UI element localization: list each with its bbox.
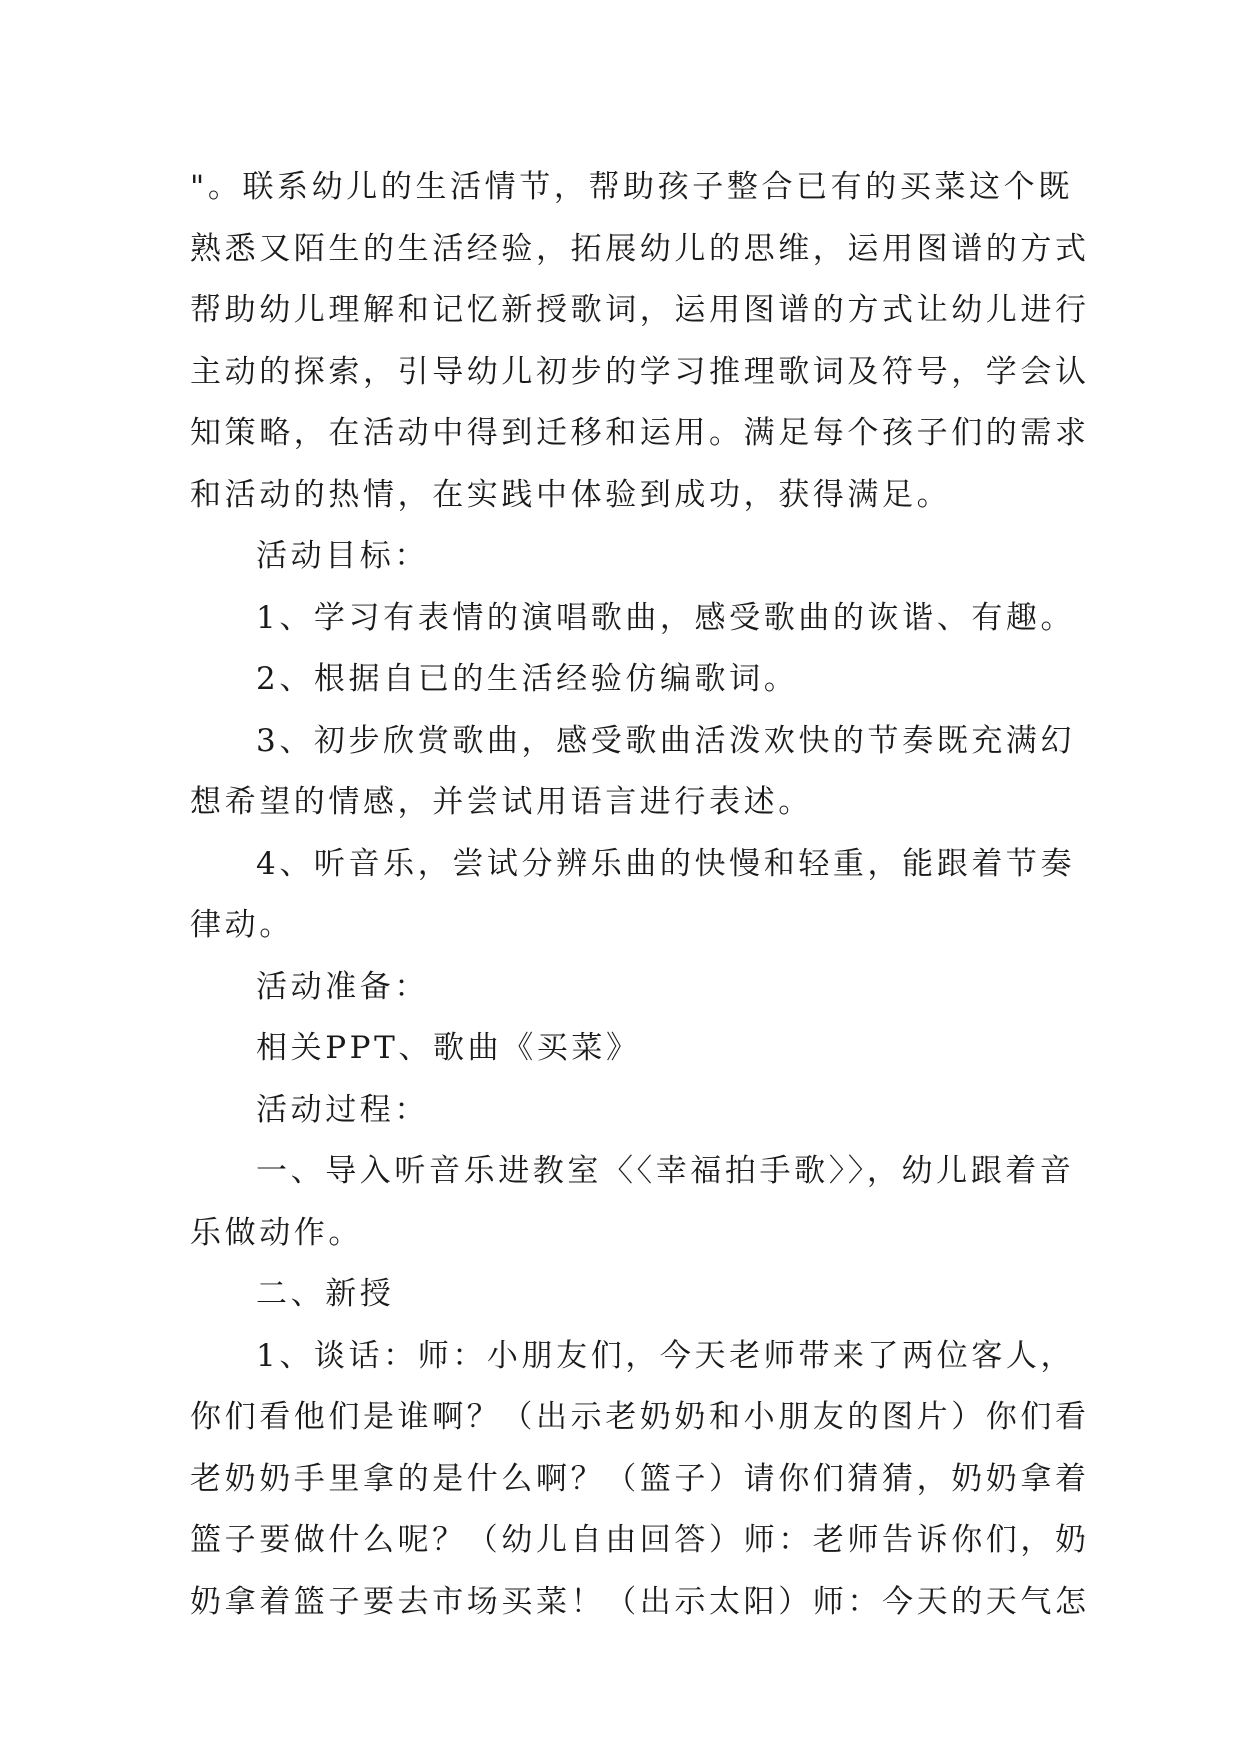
text-line: 乐做动作。 bbox=[190, 1214, 363, 1251]
goal-item-4: 4、听音乐，尝试分辨乐曲的快慢和轻重，能跟着节奏 bbox=[256, 845, 1076, 882]
goal-item-3: 3、初步欣赏歌曲，感受歌曲活泼欢快的节奏既充满幻 bbox=[256, 722, 1076, 759]
text-line: 知策略，在活动中得到迁移和运用。满足每个孩子们的需求 bbox=[190, 415, 1090, 451]
process-step-2: 二、新授 bbox=[256, 1276, 395, 1312]
text-line: 律动。 bbox=[190, 907, 294, 943]
text-line: 篮子要做什么呢？（幼儿自由回答）师：老师告诉你们，奶 bbox=[190, 1522, 1090, 1558]
text-line: 老奶奶手里拿的是什么啊？（篮子）请你们猜猜，奶奶拿着 bbox=[190, 1460, 1090, 1497]
text-line: 奶拿着篮子要去市场买菜！（出示太阳）师：今天的天气怎 bbox=[190, 1583, 1090, 1620]
section-heading-preparation: 活动准备： bbox=[256, 968, 429, 1005]
process-substep-1: 1、谈话：师：小朋友们，今天老师带来了两位客人， bbox=[256, 1337, 1076, 1374]
text-line: 帮助幼儿理解和记忆新授歌词，运用图谱的方式让幼儿进行 bbox=[190, 292, 1090, 328]
process-step-1: 一、导入听音乐进教室〈〈幸福拍手歌〉〉，幼儿跟着音 bbox=[256, 1153, 1075, 1189]
text-line: 和活动的热情，在实践中体验到成功，获得满足。 bbox=[190, 476, 952, 513]
section-heading-goals: 活动目标： bbox=[256, 538, 429, 574]
section-heading-process: 活动过程： bbox=[256, 1091, 429, 1128]
text-line: 想希望的情感，并尝试用语言进行表述。 bbox=[190, 784, 813, 820]
text-line: 熟悉又陌生的生活经验，拓展幼儿的思维，运用图谱的方式 bbox=[190, 230, 1090, 267]
preparation-item: 相关PPT、歌曲《买菜》 bbox=[256, 1030, 641, 1066]
document-body bbox=[190, 157, 1090, 1633]
text-line: 你们看他们是谁啊？（出示老奶奶和小朋友的图片）你们看 bbox=[190, 1399, 1090, 1435]
text-line: "。联系幼儿的生活情节，帮助孩子整合已有的买菜这个既 bbox=[190, 169, 1073, 205]
goal-item-2: 2、根据自已的生活经验仿编歌词。 bbox=[256, 661, 799, 697]
text-line: 主动的探索，引导幼儿初步的学习推理歌词及符号，学会认 bbox=[190, 353, 1090, 390]
goal-item-1: 1、学习有表情的演唱歌曲，感受歌曲的诙谐、有趣。 bbox=[256, 599, 1076, 636]
